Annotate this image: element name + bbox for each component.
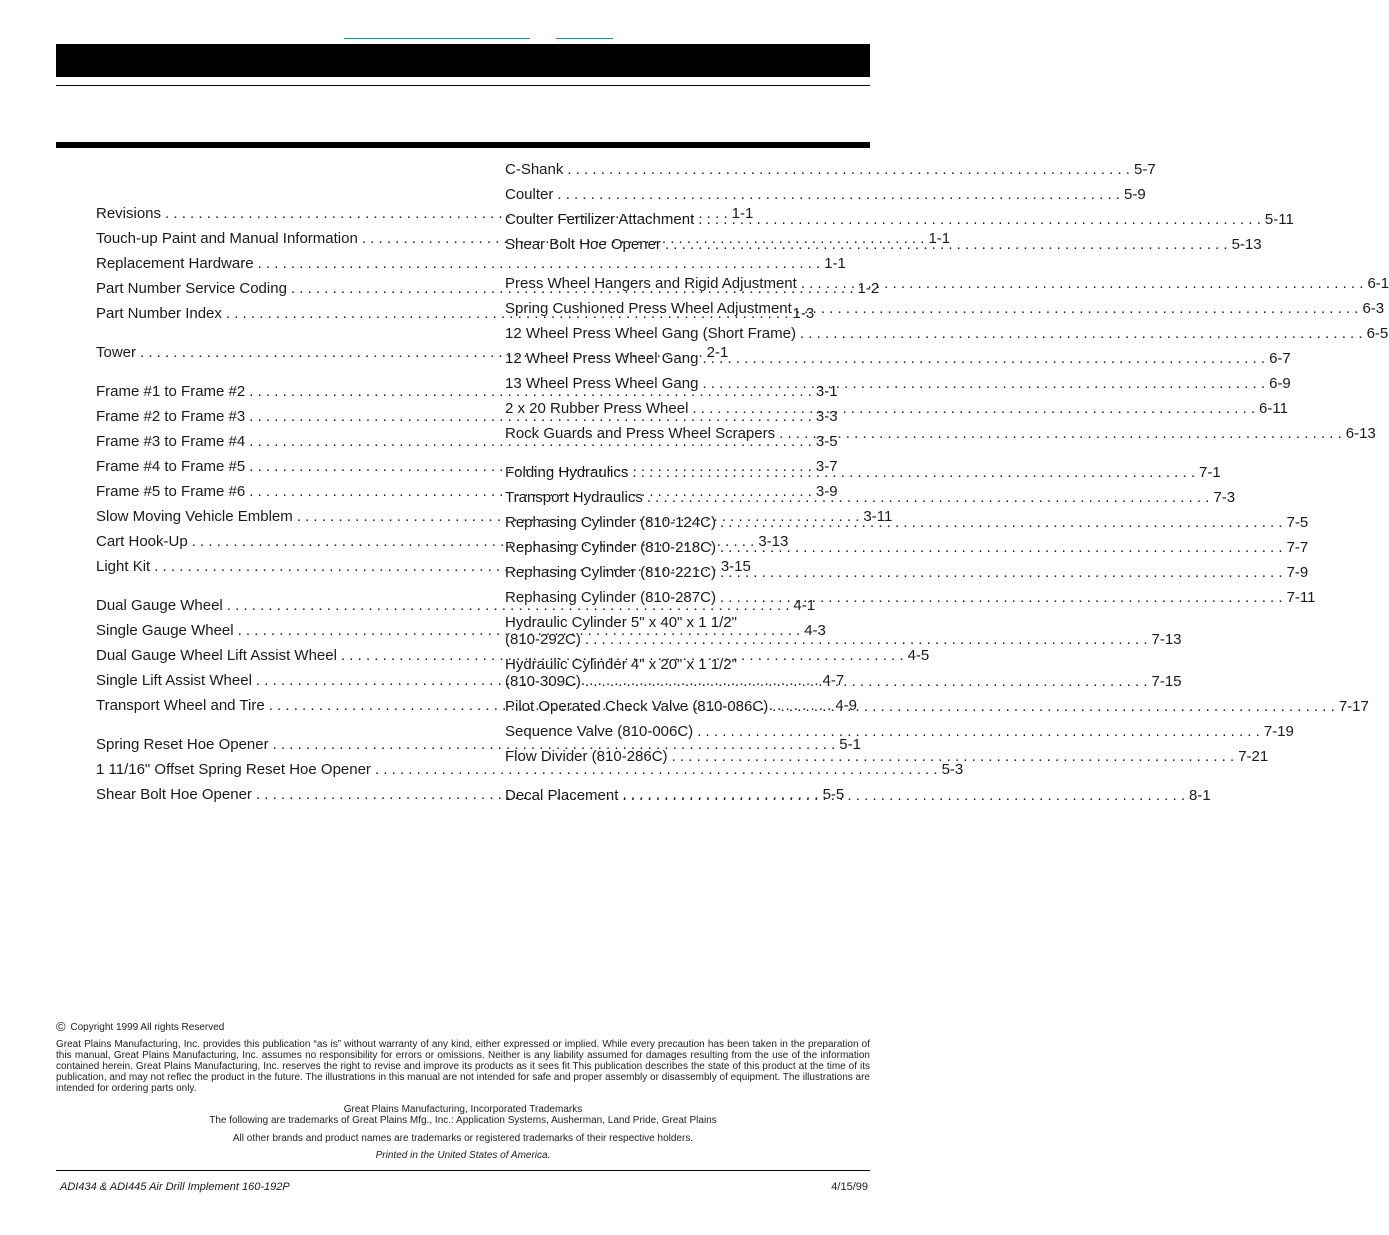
toc-entry-label: Revisions [96,205,162,222]
toc-entry-page: 6-5 [1366,325,1389,342]
toc-group [505,275,1389,442]
toc-leader-dots [720,539,1283,556]
toc-leader-dots [665,236,1228,253]
toc-entry[interactable] [505,400,1288,417]
header-bar [56,44,870,77]
toc-leader-dots [796,300,1359,317]
toc-entry-label: Pilot Operated Check Valve (810-086C) [505,698,769,715]
toc-leader-dots [647,489,1210,506]
other-trademarks: All other brands and product names are trademarks or registered trademarks of their respective holders. [232,1133,694,1144]
toc-leader-dots [720,564,1283,581]
toc-entry-label: Dual Gauge Wheel [96,597,223,614]
toc-group [505,787,1211,804]
toc-entry-page: 1-1 [928,230,951,247]
toc-entry[interactable] [505,539,1309,556]
toc-entry-page: 4-7 [822,672,845,689]
toc-entry-label: 12 Wheel Press Wheel Gang (Short Frame) [505,325,796,342]
toc-entry-page: 5-1 [839,736,861,753]
toc-entry-label: Coulter Fertilizer Attachment [505,211,695,228]
toc-entry-page: 7-17 [1338,698,1369,715]
toc-entry-page: 3-1 [815,383,838,400]
toc-leader-dots [692,400,1255,417]
toc-entry-label: Shear Bolt Hoe Opener [505,236,661,253]
top-link-underline-1[interactable] [344,38,530,39]
toc-entry-page: 4-1 [793,597,816,614]
toc-leader-dots [698,211,1261,228]
toc-entry-label: Press Wheel Hangers and Rigid Adjustment [505,275,797,292]
toc-group [505,161,1294,253]
toc-entry-page: 7-7 [1286,539,1309,556]
top-link-underline-2[interactable] [556,38,613,39]
toc-entry-page: 4-9 [835,697,857,714]
toc-entry-page: 7-13 [1151,631,1182,648]
toc-entry[interactable] [505,723,1294,740]
toc-entry-page: 6-11 [1259,400,1288,417]
toc-entry-label-continued: (810-309C) [505,673,581,690]
toc-entry-label: C-Shank [505,161,564,178]
toc-entry-label: Frame #4 to Frame #5 [96,458,246,475]
toc-entry[interactable] [505,350,1291,367]
toc-entry-page: 1-2 [857,280,880,297]
toc-entry-label: 2 x 20 Rubber Press Wheel [505,400,689,417]
toc-entry-label: Transport Hydraulics [505,489,643,506]
trademarks-title: Great Plains Manufacturing, Incorporated Trademarks [343,1104,583,1115]
toc-leader-dots [697,723,1260,740]
toc-entry-label: Rephasing Cylinder (810-218C) [505,539,716,556]
legal-notice [56,1021,870,1161]
toc-entry-page: 1-1 [824,255,846,272]
toc-entry[interactable] [505,325,1389,342]
toc-entry-label: Hydraulic Cylinder 4" x 20" x 1 1/2" [505,656,737,673]
toc-entry-page: 3-11 [863,508,893,525]
toc-entry-label: 12 Wheel Press Wheel Gang [505,350,699,367]
toc-entry-page: 7-15 [1151,673,1182,690]
toc-entry-label-continued: (810-292C) [505,631,581,648]
toc-entry-page: 5-9 [1123,186,1146,203]
toc-entry-label: Spring Reset Hoe Opener [96,736,269,753]
toc-entry-label: Decal Placement [505,787,619,804]
toc-leader-dots [800,325,1363,342]
toc-entry-page: 3-7 [815,458,838,475]
toc-entry-page: 5-11 [1264,211,1294,228]
toc-entry-page: 7-3 [1213,489,1236,506]
toc-leader-dots [702,375,1265,392]
toc-entry-page: 7-1 [1199,464,1221,481]
toc-entry[interactable] [505,589,1316,606]
toc-entry[interactable] [505,698,1369,715]
toc-entry[interactable] [505,614,1182,648]
toc-entry-label: Shear Bolt Hoe Opener [96,786,252,803]
toc-entry[interactable] [505,748,1269,765]
toc-entry[interactable] [96,761,964,778]
toc-entry-page: 4-5 [907,647,930,664]
toc-entry-label: Transport Wheel and Tire [96,697,265,714]
toc-leader-dots [585,673,1148,690]
toc-entry-label: Frame #2 to Frame #3 [96,408,246,425]
toc-entry-page: 7-11 [1286,589,1316,606]
toc-leader-dots [622,787,1185,804]
toc-entry-page: 5-3 [941,761,964,778]
toc-entry-label: Hydraulic Cylinder 5" x 40" x 1 1/2" [505,614,737,631]
toc-leader-dots [672,748,1235,765]
copyright-text: Copyright 1999 All rights Reserved [70,1022,225,1033]
toc-entry-label: Slow Moving Vehicle Emblem [96,508,293,525]
toc-entry[interactable] [96,255,846,272]
toc-entry[interactable] [505,375,1291,392]
toc-entry-page: 6-1 [1367,275,1389,292]
toc-leader-dots [567,161,1130,178]
toc-entry-page: 3-5 [815,433,838,450]
toc-entry-label: Rephasing Cylinder (810-124C) [505,514,716,531]
trademarks-list: The following are trademarks of Great Plains Mfg., Inc.: Application Systems, Ausherman, Land Pride, Great Plains [209,1115,717,1126]
toc-entry-page: 3-13 [758,533,789,550]
toc-entry-label: Single Gauge Wheel [96,622,234,639]
toc-entry[interactable] [505,787,1211,804]
toc-entry-label: Single Lift Assist Wheel [96,672,252,689]
disclaimer-text: Great Plains Manufacturing, Inc. provides this publication “as is” without warranty of any kind, either expressed or implied. While every precaution has been taken in the preparation of this manual, Great Plains Manufacturing, Inc. assumes no responsibility for errors or omissions. Neither is any liability assumed for damages resulting from the use of the information contained herein. Great Plains Manufacturing, Inc. reserves the right to revise and improve its products as it sees fit This publication describes the state of this product at the time of its publication, and may not reflec the product in the future. The illustrations in this manual are not intended for safe and proper assembly or disassembly of equipment. The illustrations are intended for ordering parts only. [56,1039,870,1094]
toc-entry[interactable] [96,736,861,753]
toc-entry-label: Cart Hook-Up [96,533,188,550]
toc-entry[interactable] [505,161,1156,178]
toc-entry-label: Folding Hydraulics [505,464,629,481]
toc-entry-label: Sequence Valve (810-006C) [505,723,694,740]
toc-entry-page: 6-13 [1345,425,1376,442]
footer-rule [56,1170,870,1171]
toc-entry-label: Dual Gauge Wheel Lift Assist Wheel [96,647,337,664]
toc-entry-label: Frame #5 to Frame #6 [96,483,246,500]
toc-entry[interactable] [505,464,1221,481]
copyright-line [56,1021,870,1033]
toc-leader-dots [585,631,1148,648]
toc-leader-dots [779,425,1342,442]
toc-entry-label: Spring Cushioned Press Wheel Adjustment [505,300,792,317]
toc-entry-page: 3-15 [720,558,751,575]
toc-entry-page: 5-5 [822,786,845,803]
toc-entry-label: Tower [96,344,137,361]
toc-leader-dots [557,186,1120,203]
toc-leader-dots [720,514,1283,531]
toc-entry-page: 5-13 [1231,236,1262,253]
toc-entry-page: 7-19 [1263,723,1294,740]
toc-entry-page: 8-1 [1189,787,1211,804]
toc-leader-dots [702,350,1265,367]
toc-entry-label: Frame #1 to Frame #2 [96,383,246,400]
toc-entry-label: Flow Divider (810-286C) [505,748,668,765]
printed-in: Printed in the United States of America. [375,1150,551,1161]
toc-entry-page: 5-7 [1133,161,1156,178]
toc-entry-label: Touch-up Paint and Manual Information [96,230,358,247]
toc-entry-page: 7-9 [1286,564,1309,581]
toc-leader-dots [801,275,1364,292]
header-rule [56,85,870,86]
toc-entry-page: 7-21 [1238,748,1269,765]
toc-entry[interactable] [96,647,930,664]
toc-entry[interactable] [505,300,1385,317]
toc-entry[interactable] [505,564,1309,581]
toc-entry-page: 6-9 [1269,375,1291,392]
top-link-underlines [0,38,954,42]
toc-entry-label: Rock Guards and Press Wheel Scrapers [505,425,776,442]
toc-entry-page: 3-3 [815,408,838,425]
section-rule [56,142,870,148]
toc-entry-label: 13 Wheel Press Wheel Gang [505,375,699,392]
toc-entry-label: Light Kit [96,558,151,575]
footer-date: 4/15/99 [831,1181,868,1193]
toc-entry[interactable] [505,425,1376,442]
footer-doc-title: ADI434 & ADI445 Air Drill Implement 160-192P [60,1181,290,1193]
toc-entry-label: 1 11/16" Offset Spring Reset Hoe Opener [96,761,371,778]
toc-entry-label: Coulter [505,186,554,203]
copyright-icon: © [56,1019,66,1034]
toc-entry-page: 1-3 [792,305,815,322]
toc-entry[interactable] [505,211,1294,228]
toc-entry[interactable] [505,186,1146,203]
toc-entry-page: 6-3 [1362,300,1385,317]
toc-entry-page: 3-9 [815,483,838,500]
toc-leader-dots [772,698,1335,715]
toc-entry-page: 7-5 [1286,514,1309,531]
toc-entry-label: Rephasing Cylinder (810-287C) [505,589,716,606]
toc-entry-page: 6-7 [1269,350,1291,367]
toc-entry-label: Replacement Hardware [96,255,254,272]
toc-entry-label: Part Number Index [96,305,222,322]
toc-entry-label: Rephasing Cylinder (810-221C) [505,564,716,581]
toc-entry-page: 2-1 [706,344,729,361]
toc-entry-label: Part Number Service Coding [96,280,287,297]
toc-entry-page: 1-1 [731,205,754,222]
toc-entry[interactable] [505,489,1236,506]
toc-leader-dots [720,589,1283,606]
toc-entry-page: 4-3 [804,622,826,639]
toc-leader-dots [632,464,1195,481]
toc-entry-label: Frame #3 to Frame #4 [96,433,246,450]
toc-entry[interactable] [505,656,1182,690]
